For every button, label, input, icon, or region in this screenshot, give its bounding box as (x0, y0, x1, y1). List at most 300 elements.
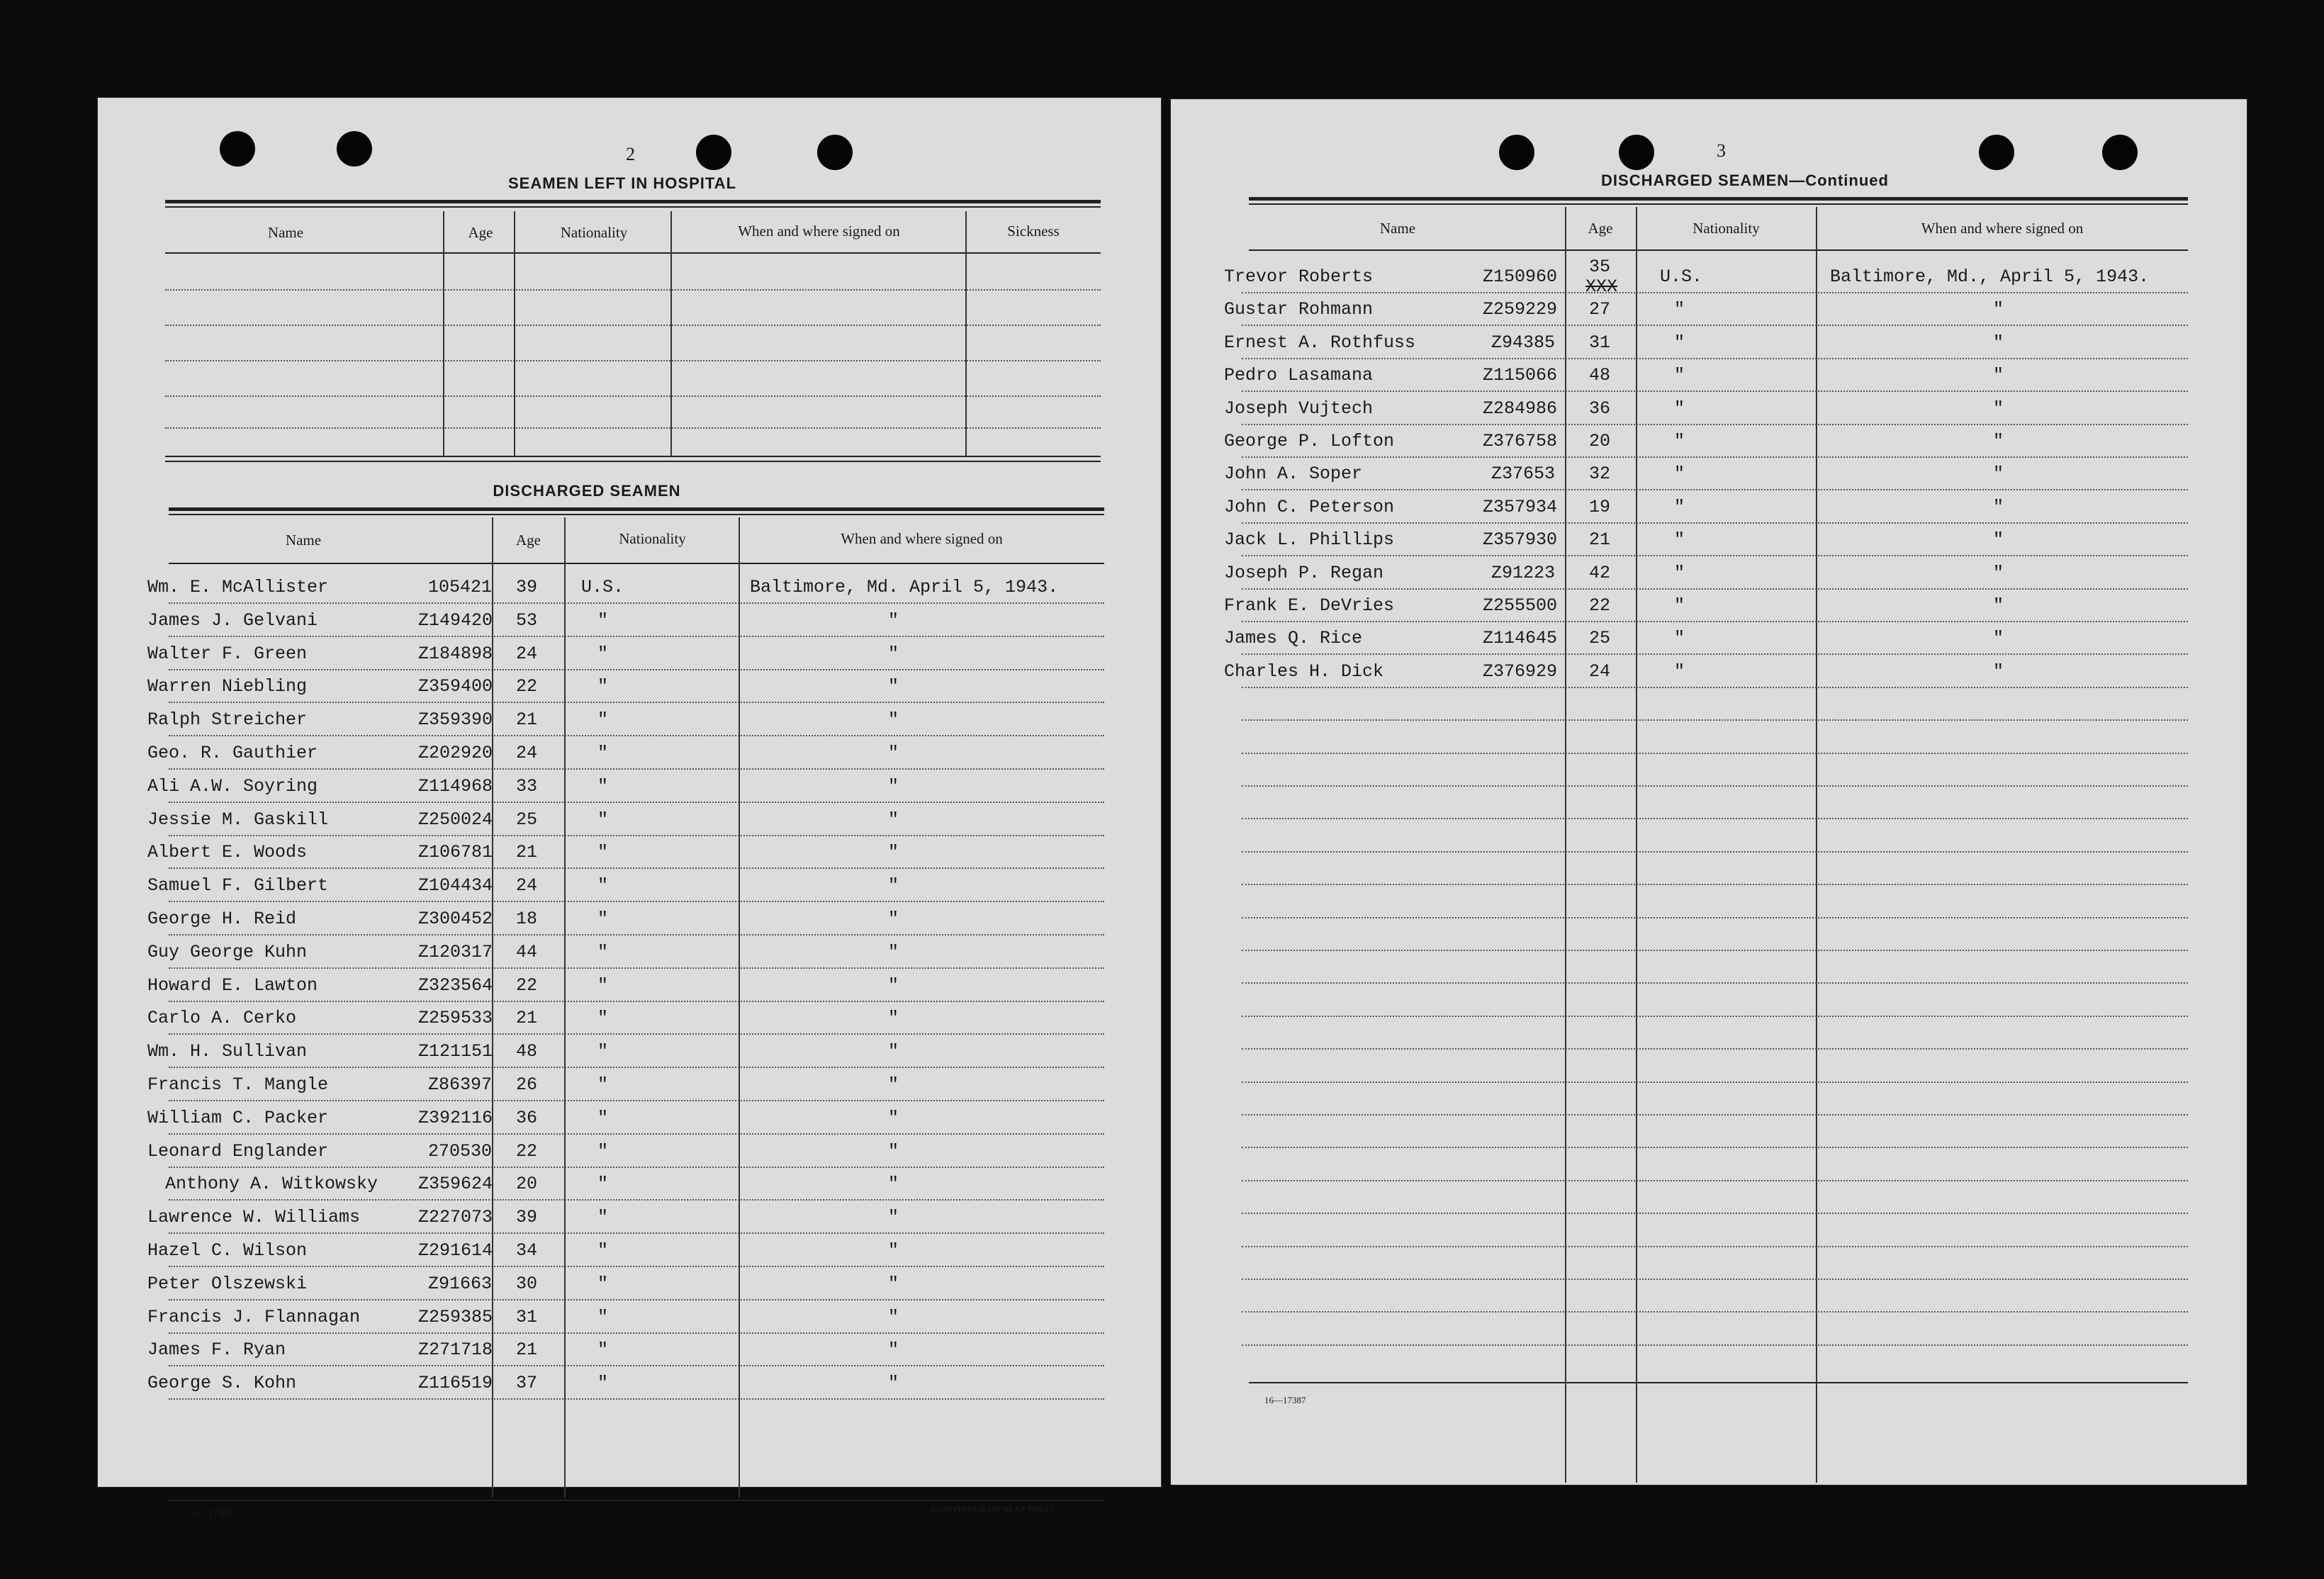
seaman-signed-on: " (888, 1274, 899, 1294)
seaman-signed-on: " (888, 909, 899, 929)
seaman-nationality: " (597, 842, 609, 862)
rule (165, 206, 1101, 208)
seaman-nationality: " (1674, 332, 1685, 353)
seaman-age: 53 (516, 610, 538, 631)
seaman-name: Wm. H. Sullivan (147, 1041, 308, 1062)
seaman-name: George S. Kohn (147, 1373, 297, 1393)
dotted-rule (165, 360, 1101, 361)
table-row (1171, 628, 2247, 656)
dotted-rule (169, 1001, 1104, 1002)
dotted-rule (1242, 1016, 2188, 1017)
seaman-number: Z121151 (418, 1041, 493, 1062)
dotted-rule (1242, 555, 2188, 556)
seaman-signed-on: " (888, 1008, 899, 1028)
seaman-age: 30 (516, 1274, 538, 1294)
table-row (98, 776, 1161, 804)
rule (1249, 249, 2188, 251)
seaman-nationality: " (1674, 431, 1685, 451)
seaman-nationality: " (1674, 463, 1685, 484)
table-row (98, 1339, 1161, 1368)
dotted-rule (169, 1133, 1104, 1135)
seaman-number: Z91663 (428, 1274, 493, 1294)
seaman-nationality: " (1674, 529, 1685, 550)
dotted-rule (169, 1365, 1104, 1366)
seaman-name: Jack L. Phillips (1224, 529, 1395, 550)
seaman-signed-on: " (1993, 398, 2004, 419)
dotted-rule (169, 702, 1104, 703)
dotted-rule (1242, 522, 2188, 524)
rule (169, 507, 1104, 511)
seaman-name: Guy George Kuhn (147, 942, 308, 962)
seaman-signed-on: " (888, 676, 899, 697)
seaman-number: Z271718 (418, 1339, 493, 1360)
seaman-age: 24 (516, 644, 538, 664)
seaman-number: Z37653 (1491, 463, 1556, 484)
form-number: 16—17387 (190, 1508, 232, 1519)
seaman-age: 22 (1589, 595, 1611, 616)
seaman-number: Z300452 (418, 909, 493, 929)
seaman-age: 22 (516, 975, 538, 996)
seaman-name: Samuel F. Gilbert (147, 875, 329, 896)
dotted-rule (1242, 1147, 2188, 1148)
seaman-signed-on: " (1993, 563, 2004, 583)
seaman-signed-on: " (888, 1141, 899, 1162)
seaman-age: 31 (1589, 332, 1611, 353)
seaman-name: John C. Peterson (1224, 497, 1395, 517)
seaman-name: Gustar Rohmann (1224, 299, 1374, 320)
rule (165, 456, 1101, 457)
seaman-nationality: " (597, 1207, 609, 1227)
seaman-age: 36 (516, 1108, 538, 1128)
dotted-rule (1242, 719, 2188, 721)
continued-note: [CONTINUED ON NEXT PAGE] (931, 1504, 1054, 1514)
table-row (98, 1141, 1161, 1169)
seaman-number: Z94385 (1491, 332, 1556, 353)
seaman-signed-on: " (888, 1240, 899, 1261)
seaman-name: Pedro Lasamana (1224, 365, 1374, 386)
dotted-rule (1242, 1246, 2188, 1247)
seaman-number: Z284986 (1483, 398, 1558, 419)
col-divider (514, 211, 515, 456)
seaman-number: Z250024 (418, 809, 493, 830)
seaman-signed-on: " (888, 1108, 899, 1128)
seaman-number: Z150960 (1483, 266, 1558, 287)
seaman-name: Charles H. Dick (1224, 661, 1384, 682)
seaman-age: 22 (516, 676, 538, 697)
dotted-rule (1242, 325, 2188, 326)
col-header-name: Name (285, 532, 322, 549)
dotted-rule (165, 395, 1101, 397)
seaman-name: Geo. R. Gauthier (147, 743, 318, 763)
seaman-number: Z357930 (1483, 529, 1558, 550)
table-row (98, 1240, 1161, 1269)
seaman-age: 20 (1589, 431, 1611, 451)
col-divider (670, 211, 672, 456)
dotted-rule (169, 669, 1104, 670)
seaman-name: Lawrence W. Williams (147, 1207, 361, 1227)
table-row (98, 1174, 1161, 1202)
seaman-number: 105421 (428, 577, 493, 597)
seaman-number: Z255500 (1483, 595, 1558, 616)
seaman-number: Z259385 (418, 1307, 493, 1327)
seaman-nationality: " (597, 1307, 609, 1327)
seaman-nationality: " (1674, 563, 1685, 583)
seaman-nationality: " (597, 875, 609, 896)
seaman-signed-on: " (888, 809, 899, 830)
seaman-number: Z376758 (1483, 431, 1558, 451)
dotted-rule (1242, 1048, 2188, 1050)
seaman-age: 22 (516, 1141, 538, 1162)
seaman-age: 24 (1589, 661, 1611, 682)
seaman-signed-on: " (1993, 431, 2004, 451)
table-row (1171, 365, 2247, 393)
seaman-name: Francis J. Flannagan (147, 1307, 361, 1327)
seaman-signed-on: " (1993, 628, 2004, 648)
table-row (98, 1008, 1161, 1036)
table-row (98, 1041, 1161, 1069)
seaman-number: Z392116 (418, 1108, 493, 1128)
seaman-nationality: " (1674, 398, 1685, 419)
seaman-name: James J. Gelvani (147, 610, 318, 631)
seaman-name: Peter Olszewski (147, 1274, 308, 1294)
seaman-number: Z202920 (418, 743, 493, 763)
dotted-rule (1242, 1114, 2188, 1116)
seaman-nationality: " (597, 1174, 609, 1194)
dotted-rule (169, 934, 1104, 935)
dotted-rule (1242, 687, 2188, 688)
col-header-age: Age (1588, 220, 1613, 237)
seaman-number: Z376929 (1483, 661, 1558, 682)
table-row (1171, 332, 2247, 361)
seaman-nationality: " (597, 1074, 609, 1095)
seaman-age: 21 (516, 1008, 538, 1028)
dotted-rule (165, 427, 1101, 429)
seaman-nationality: " (597, 1041, 609, 1062)
rule (165, 200, 1101, 203)
dotted-rule (1242, 785, 2188, 787)
seaman-number: Z259229 (1483, 299, 1558, 320)
seaman-nationality: " (597, 709, 609, 730)
col-divider (443, 211, 444, 456)
col-header-nationality: Nationality (619, 530, 686, 547)
seaman-signed-on: " (888, 1373, 899, 1393)
seaman-nationality: " (597, 743, 609, 763)
dotted-rule (169, 1067, 1104, 1068)
seaman-name: Joseph Vujtech (1224, 398, 1374, 419)
seaman-age: 24 (516, 743, 538, 763)
seaman-nationality: " (597, 809, 609, 830)
table-row (98, 909, 1161, 937)
seaman-nationality: " (597, 1240, 609, 1261)
seaman-name: Frank E. DeVries (1224, 595, 1395, 616)
seaman-age: 48 (516, 1041, 538, 1062)
discharged-continued-title (1554, 172, 1936, 190)
dotted-rule (165, 325, 1101, 326)
col-header-sickness: Sickness (1007, 223, 1060, 240)
seaman-signed-on: " (888, 1307, 899, 1327)
seaman-number: Z359400 (418, 676, 493, 697)
seaman-number: Z357934 (1483, 497, 1558, 517)
dotted-rule (1242, 456, 2188, 458)
seaman-name: Anthony A. Witkowsky (165, 1174, 378, 1194)
seaman-name: James F. Ryan (147, 1339, 286, 1360)
punch-hole (696, 135, 731, 170)
dotted-rule (1242, 390, 2188, 392)
seaman-nationality: " (597, 1373, 609, 1393)
dotted-rule (1242, 588, 2188, 590)
table-row (1171, 431, 2247, 459)
seaman-nationality: " (1674, 365, 1685, 386)
table-row (98, 1274, 1161, 1302)
seaman-name: Wm. E. McAllister (147, 577, 329, 597)
seaman-number: Z86397 (428, 1074, 493, 1095)
dotted-rule (169, 768, 1104, 770)
seaman-age: 21 (516, 709, 538, 730)
dotted-rule (169, 802, 1104, 803)
table-row (98, 709, 1161, 738)
seaman-age: 20 (516, 1174, 538, 1194)
seaman-age: 19 (1589, 497, 1611, 517)
dotted-rule (169, 1199, 1104, 1201)
seaman-signed-on: " (888, 1174, 899, 1194)
dotted-rule (169, 967, 1104, 969)
seaman-age: 26 (516, 1074, 538, 1095)
seaman-name: Walter F. Green (147, 644, 308, 664)
col-header-name: Name (267, 224, 304, 241)
table-row (98, 610, 1161, 639)
seaman-signed-on: " (888, 875, 899, 896)
seaman-number: Z259533 (418, 1008, 493, 1028)
punch-hole (817, 135, 853, 170)
seaman-signed-on: " (888, 975, 899, 996)
table-row (98, 1373, 1161, 1401)
page-number: 3 (1717, 140, 1726, 161)
seaman-signed-on: " (1993, 661, 2004, 682)
table-row (98, 809, 1161, 838)
seaman-nationality: " (1674, 595, 1685, 616)
seaman-signed-on: Baltimore, Md. April 5, 1943. (750, 577, 1059, 597)
seaman-signed-on: " (1993, 497, 2004, 517)
seaman-nationality: " (1674, 661, 1685, 682)
seaman-age: 36 (1589, 398, 1611, 419)
seaman-nationality: " (597, 610, 609, 631)
seaman-name: John A. Soper (1224, 463, 1363, 484)
section-title-text: DISCHARGED SEAMEN (1601, 172, 1790, 189)
seaman-name: Leonard Englander (147, 1141, 329, 1162)
seaman-signed-on: " (888, 610, 899, 631)
seaman-name: George P. Lofton (1224, 431, 1395, 451)
seaman-age: 18 (516, 909, 538, 929)
seaman-nationality: " (1674, 497, 1685, 517)
rule (165, 252, 1101, 254)
dotted-rule (1242, 424, 2188, 425)
dotted-rule (169, 1299, 1104, 1300)
rule (1249, 1382, 2188, 1383)
rule (169, 514, 1104, 515)
seaman-age: 44 (516, 942, 538, 962)
table-row (98, 644, 1161, 672)
seaman-name: Ali A.W. Soyring (147, 776, 318, 797)
seaman-number: Z323564 (418, 975, 493, 996)
seaman-age: 48 (1589, 365, 1611, 386)
seaman-signed-on: " (888, 776, 899, 797)
col-header-age: Age (516, 532, 541, 549)
dotted-rule (169, 867, 1104, 869)
seaman-signed-on: " (1993, 463, 2004, 484)
seaman-age: 39 (516, 577, 538, 597)
dotted-rule (1242, 489, 2188, 490)
dotted-rule (169, 1033, 1104, 1035)
seaman-number: Z184898 (418, 644, 493, 664)
col-header-signed-on: When and where signed on (738, 223, 900, 240)
col-header-signed-on: When and where signed on (1921, 220, 2084, 237)
table-row (98, 1074, 1161, 1103)
dotted-rule (169, 1232, 1104, 1234)
seaman-number: Z120317 (418, 942, 493, 962)
table-row (98, 1108, 1161, 1136)
discharged-section-title: DISCHARGED SEAMEN (493, 482, 681, 500)
seaman-age: 32 (1589, 463, 1611, 484)
seaman-signed-on: Baltimore, Md., April 5, 1943. (1830, 266, 2150, 287)
table-row (1171, 595, 2247, 624)
dotted-rule (1242, 653, 2188, 655)
seaman-name: Albert E. Woods (147, 842, 308, 862)
col-header-name: Name (1379, 220, 1416, 237)
table-row (1171, 563, 2247, 591)
seaman-nationality: " (597, 1008, 609, 1028)
seaman-name: Jessie M. Gaskill (147, 809, 329, 830)
seaman-nationality: " (597, 1108, 609, 1128)
dotted-rule (1242, 753, 2188, 754)
seaman-age: 25 (516, 809, 538, 830)
table-row (1171, 661, 2247, 690)
seaman-name: Ernest A. Rothfuss (1224, 332, 1416, 353)
rule (169, 1500, 1104, 1501)
section-title-suffix: —Continued (1789, 172, 1889, 189)
seaman-age: 37 (516, 1373, 538, 1393)
page-number: 2 (626, 144, 635, 164)
table-row (98, 975, 1161, 1004)
seaman-nationality: " (597, 1274, 609, 1294)
seaman-signed-on: " (888, 1041, 899, 1062)
seaman-age: 34 (516, 1240, 538, 1261)
seaman-nationality: " (1674, 299, 1685, 320)
seaman-signed-on: " (888, 842, 899, 862)
seaman-nationality: " (1674, 628, 1685, 648)
dotted-rule (169, 1167, 1104, 1168)
punch-hole (1499, 135, 1534, 170)
seaman-nationality: " (597, 909, 609, 929)
seaman-signed-on: " (1993, 332, 2004, 353)
punch-hole (2102, 135, 2138, 170)
seaman-number: Z291614 (418, 1240, 493, 1261)
table-row (98, 676, 1161, 704)
left-page (98, 98, 1161, 1519)
seaman-number: Z116519 (418, 1373, 493, 1393)
seaman-age: 25 (1589, 628, 1611, 648)
dotted-rule (169, 636, 1104, 637)
seaman-number: Z359624 (418, 1174, 493, 1194)
dotted-rule (1242, 1180, 2188, 1181)
seaman-signed-on: " (888, 1339, 899, 1360)
seaman-age: 42 (1589, 563, 1611, 583)
seaman-name: Warren Niebling (147, 676, 308, 697)
seaman-age: 24 (516, 875, 538, 896)
seaman-nationality: " (597, 776, 609, 797)
table-row (98, 743, 1161, 771)
dotted-rule (169, 901, 1104, 902)
seaman-number: Z115066 (1483, 365, 1558, 386)
dotted-rule (1242, 358, 2188, 359)
seaman-signed-on: " (888, 1207, 899, 1227)
hospital-section-title: SEAMEN LEFT IN HOSPITAL (507, 174, 737, 192)
seaman-nationality: " (597, 942, 609, 962)
seaman-nationality: " (597, 644, 609, 664)
seaman-nationality: " (597, 1339, 609, 1360)
seaman-name: Joseph P. Regan (1224, 563, 1384, 583)
punch-hole (1619, 135, 1654, 170)
seaman-age: 33 (516, 776, 538, 797)
seaman-signed-on: " (1993, 299, 2004, 320)
seaman-nationality: U.S. (581, 577, 624, 597)
seaman-number: Z114645 (1483, 628, 1558, 648)
seaman-name: William C. Packer (147, 1108, 329, 1128)
rule (165, 461, 1101, 462)
dotted-rule (1242, 292, 2188, 293)
seaman-nationality: " (597, 676, 609, 697)
seaman-signed-on: " (1993, 595, 2004, 616)
seaman-name: Trevor Roberts (1224, 266, 1374, 287)
table-row (1171, 257, 2247, 297)
seaman-name: George H. Reid (147, 909, 297, 929)
dotted-rule (165, 289, 1101, 291)
table-row (98, 1207, 1161, 1235)
seaman-name: Francis T. Mangle (147, 1074, 329, 1095)
seaman-name: Carlo A. Cerko (147, 1008, 297, 1028)
col-header-age: Age (468, 224, 493, 241)
col-header-nationality: Nationality (1693, 220, 1760, 237)
seaman-name: Howard E. Lawton (147, 975, 318, 996)
seaman-number: Z227073 (418, 1207, 493, 1227)
form-number: 16—17387 (1264, 1395, 1306, 1405)
table-row (1171, 398, 2247, 427)
seaman-signed-on: " (888, 644, 899, 664)
dotted-rule (1242, 1213, 2188, 1214)
dotted-rule (169, 835, 1104, 836)
seaman-signed-on: " (888, 1074, 899, 1095)
dotted-rule (1242, 818, 2188, 819)
table-row (1171, 497, 2247, 525)
seaman-number: Z359390 (418, 709, 493, 730)
seaman-age: 27 (1589, 299, 1611, 320)
seaman-nationality: " (597, 1141, 609, 1162)
table-row (1171, 299, 2247, 327)
seaman-nationality: U.S. (1660, 266, 1703, 287)
punch-hole (1979, 135, 2014, 170)
seaman-number: Z91223 (1491, 563, 1556, 583)
seaman-number: Z114968 (418, 776, 493, 797)
seaman-name: Ralph Streicher (147, 709, 308, 730)
dotted-rule (1242, 621, 2188, 622)
dotted-rule (1242, 1344, 2188, 1346)
rule (1249, 203, 2188, 205)
dotted-rule (169, 1266, 1104, 1267)
dotted-rule (1242, 884, 2188, 885)
dotted-rule (1242, 1279, 2188, 1280)
seaman-number: Z104434 (418, 875, 493, 896)
seaman-age: 35 (1589, 257, 1611, 277)
table-row (98, 577, 1161, 605)
